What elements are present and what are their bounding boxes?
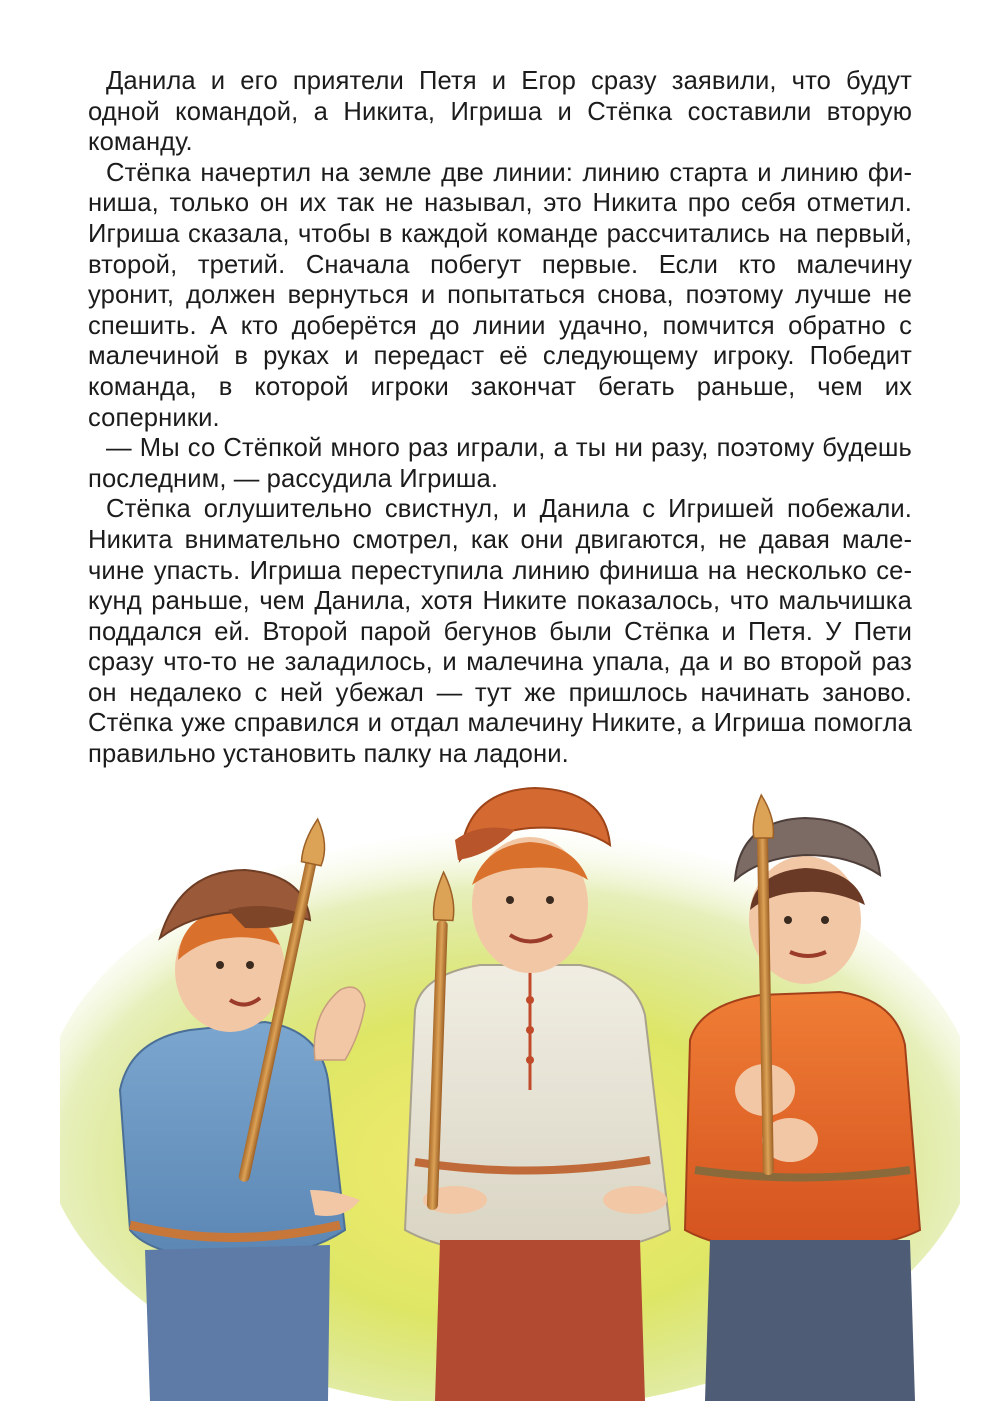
- story-text: [88, 66, 912, 770]
- paragraph-3: — Мы со Стёпкой много раз играли, а ты ни разу, поэтому будешь последним, — рассудила Игриша.: [88, 434, 912, 493]
- paragraph-1: Данила и его приятели Петя и Егор сразу заявили, что будут одной командой, а Никита, Игриша и Стёпка составили вторую команду.: [88, 67, 912, 157]
- three-boys-illustration: [60, 760, 960, 1401]
- paragraph-4: Стёпка оглушительно свистнул, и Данила с Игришей побежали. Никита внимательно смотрел, как они двигаются, не давая малечине упасть. Игриша переступила линию финиша на несколько секунд раньше, чем Данила, хотя Никите показалось, что мальчишка поддался ей. Второй парой бегунов были Стёпка и Петя. У Пети сразу что-то не заладилось, и малечина упала, да и во второй раз он недалеко с ней убежал — тут же пришлось начинать заново. Стёпка уже справился и отдал малечину Никите, а Игриша помогла правильно установить палку на ладони.: [88, 495, 912, 769]
- illustration-svg: [60, 760, 960, 1401]
- paragraph-2: Стёпка начертил на земле две линии: линию старта и линию финиша, только он их так не называл, это Никита про себя отметил. Игриша сказала, чтобы в каждой команде рассчитались на первый, второй, третий. Сначала побегут первые. Если кто малечину уронит, должен вернуться и попытаться снова, поэтому лучше не спешить. А кто доберётся до линии удачно, помчится обратно с малечиной в руках и передаст её следующему игроку. Победит команда, в которой игроки закончат бегать раньше, чем их соперники.: [88, 158, 912, 432]
